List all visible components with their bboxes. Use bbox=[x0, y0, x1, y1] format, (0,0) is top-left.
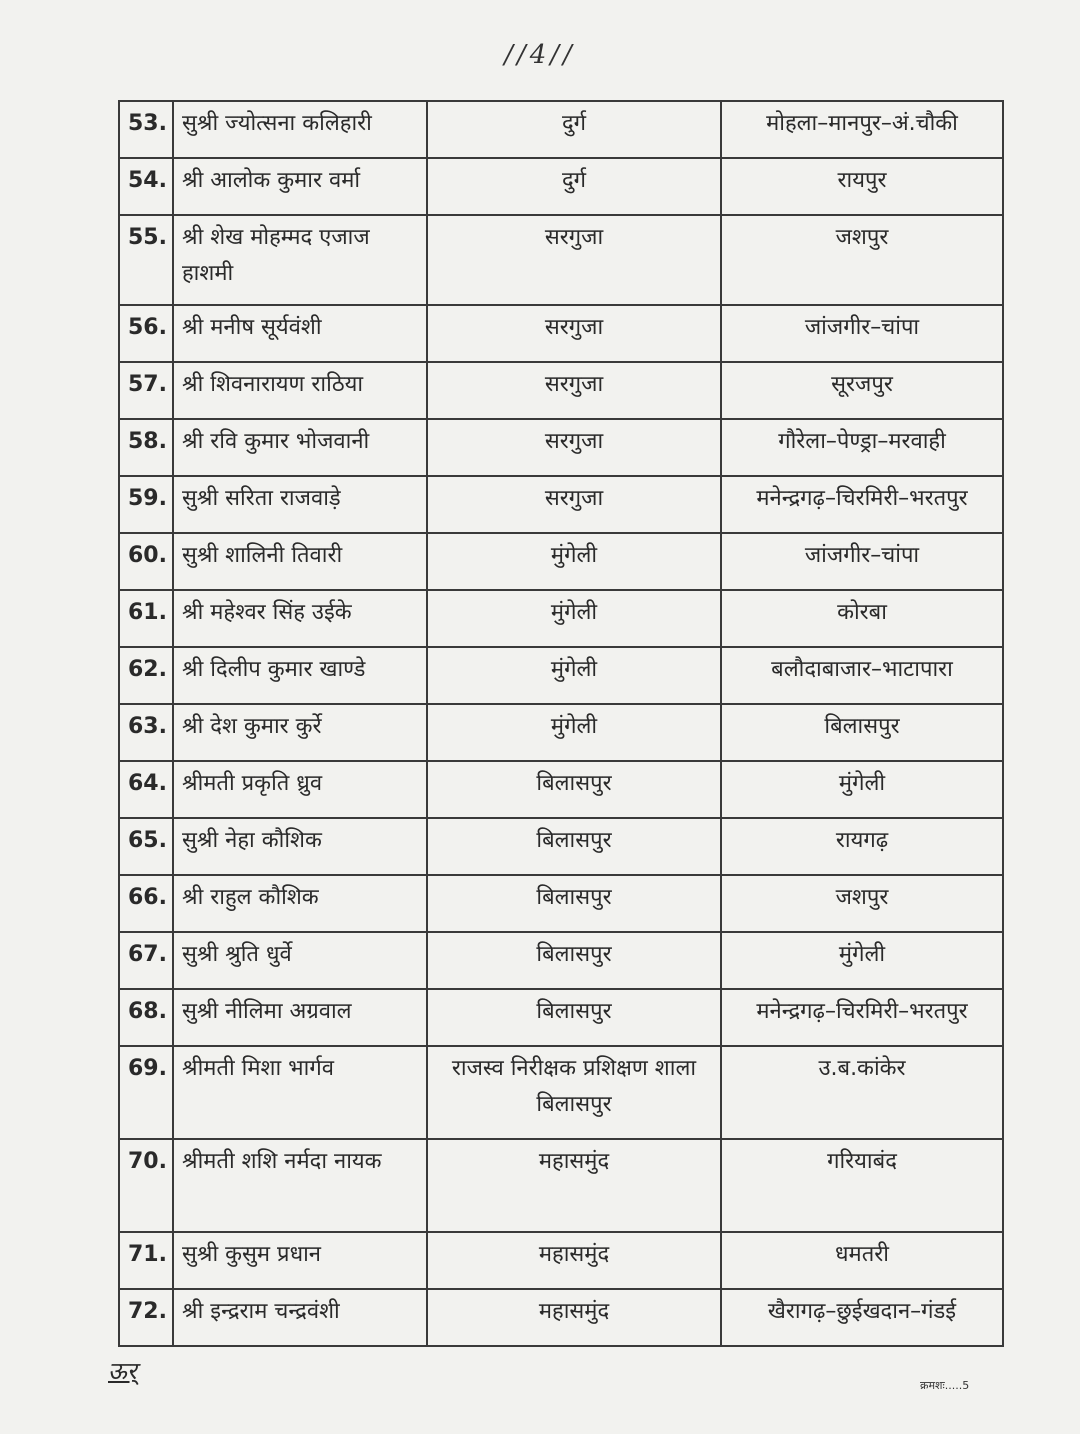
posted-from: सरगुजा bbox=[427, 215, 721, 305]
employee-name: श्री महेश्वर सिंह उईके bbox=[173, 590, 427, 647]
posted-from: महासमुंद bbox=[427, 1289, 721, 1346]
posted-to: खैरागढ़–छुईखदान–गंडई bbox=[721, 1289, 1003, 1346]
employee-name: श्री शेख मोहम्मद एजाज हाशमी bbox=[173, 215, 427, 305]
posted-to: जांजगीर–चांपा bbox=[721, 305, 1003, 362]
row-number: 60. bbox=[119, 533, 173, 590]
row-number: 71. bbox=[119, 1232, 173, 1289]
employee-name: श्रीमती शशि नर्मदा नायक bbox=[173, 1139, 427, 1232]
employee-name: श्री शिवनारायण राठिया bbox=[173, 362, 427, 419]
posted-to: कोरबा bbox=[721, 590, 1003, 647]
employee-name: सुश्री सरिता राजवाड़े bbox=[173, 476, 427, 533]
row-number: 64. bbox=[119, 761, 173, 818]
posted-from: सरगुजा bbox=[427, 476, 721, 533]
row-number: 65. bbox=[119, 818, 173, 875]
posted-from: मुंगेली bbox=[427, 704, 721, 761]
employee-name: श्री इन्द्रराम चन्द्रवंशी bbox=[173, 1289, 427, 1346]
row-number: 58. bbox=[119, 419, 173, 476]
table-row bbox=[119, 533, 1003, 590]
table-row bbox=[119, 101, 1003, 158]
employee-name: सुश्री श्रुति धुर्वे bbox=[173, 932, 427, 989]
table-row bbox=[119, 362, 1003, 419]
row-number: 66. bbox=[119, 875, 173, 932]
row-number: 72. bbox=[119, 1289, 173, 1346]
employee-name: श्री राहुल कौशिक bbox=[173, 875, 427, 932]
employee-name: श्री रवि कुमार भोजवानी bbox=[173, 419, 427, 476]
posted-from: बिलासपुर bbox=[427, 875, 721, 932]
posted-from: मुंगेली bbox=[427, 533, 721, 590]
employee-name: श्री मनीष सूर्यवंशी bbox=[173, 305, 427, 362]
posted-to: मनेन्द्रगढ़–चिरमिरी–भरतपुर bbox=[721, 989, 1003, 1046]
table-row bbox=[119, 875, 1003, 932]
posted-from: बिलासपुर bbox=[427, 989, 721, 1046]
employee-name: श्री देश कुमार कुर्रे bbox=[173, 704, 427, 761]
posted-from: सरगुजा bbox=[427, 305, 721, 362]
posted-to: रायगढ़ bbox=[721, 818, 1003, 875]
posted-to: उ.ब.कांकेर bbox=[721, 1046, 1003, 1139]
continued-note: क्रमशः.....5 bbox=[920, 1379, 970, 1392]
employee-name: सुश्री कुसुम प्रधान bbox=[173, 1232, 427, 1289]
posted-to: बलौदाबाजार–भाटापारा bbox=[721, 647, 1003, 704]
employee-name: श्री आलोक कुमार वर्मा bbox=[173, 158, 427, 215]
posted-from: दुर्ग bbox=[427, 158, 721, 215]
posted-to: गरियाबंद bbox=[721, 1139, 1003, 1232]
posted-from: बिलासपुर bbox=[427, 818, 721, 875]
row-number: 68. bbox=[119, 989, 173, 1046]
posted-from: सरगुजा bbox=[427, 419, 721, 476]
table-row bbox=[119, 761, 1003, 818]
posted-to: बिलासपुर bbox=[721, 704, 1003, 761]
table-row bbox=[119, 647, 1003, 704]
transfer-table bbox=[118, 100, 1004, 1347]
employee-name: श्री दिलीप कुमार खाण्डे bbox=[173, 647, 427, 704]
posted-from: बिलासपुर bbox=[427, 932, 721, 989]
employee-name: सुश्री नेहा कौशिक bbox=[173, 818, 427, 875]
posted-from: दुर्ग bbox=[427, 101, 721, 158]
row-number: 55. bbox=[119, 215, 173, 305]
table-row bbox=[119, 704, 1003, 761]
posted-to: मुंगेली bbox=[721, 932, 1003, 989]
row-number: 61. bbox=[119, 590, 173, 647]
signature-mark: ऊर् bbox=[108, 1357, 137, 1385]
posted-to: गौरेला–पेण्ड्रा–मरवाही bbox=[721, 419, 1003, 476]
posted-from: महासमुंद bbox=[427, 1232, 721, 1289]
row-number: 59. bbox=[119, 476, 173, 533]
table-row bbox=[119, 419, 1003, 476]
table-row bbox=[119, 215, 1003, 305]
posted-to: मुंगेली bbox=[721, 761, 1003, 818]
table-row bbox=[119, 818, 1003, 875]
row-number: 57. bbox=[119, 362, 173, 419]
posted-to: जशपुर bbox=[721, 215, 1003, 305]
posted-from: मुंगेली bbox=[427, 647, 721, 704]
posted-to: रायपुर bbox=[721, 158, 1003, 215]
employee-name: सुश्री नीलिमा अग्रवाल bbox=[173, 989, 427, 1046]
employee-name: सुश्री शालिनी तिवारी bbox=[173, 533, 427, 590]
row-number: 67. bbox=[119, 932, 173, 989]
posted-to: मनेन्द्रगढ़–चिरमिरी–भरतपुर bbox=[721, 476, 1003, 533]
table-row bbox=[119, 1289, 1003, 1346]
row-number: 54. bbox=[119, 158, 173, 215]
table-row bbox=[119, 1139, 1003, 1232]
row-number: 70. bbox=[119, 1139, 173, 1232]
page-marker: //4// bbox=[504, 40, 576, 70]
table-row bbox=[119, 476, 1003, 533]
posted-from: बिलासपुर bbox=[427, 761, 721, 818]
table-row bbox=[119, 932, 1003, 989]
table-row bbox=[119, 158, 1003, 215]
posted-to: सूरजपुर bbox=[721, 362, 1003, 419]
row-number: 53. bbox=[119, 101, 173, 158]
table-row bbox=[119, 1046, 1003, 1139]
posted-to: धमतरी bbox=[721, 1232, 1003, 1289]
table-row bbox=[119, 590, 1003, 647]
table-row bbox=[119, 989, 1003, 1046]
posted-from: सरगुजा bbox=[427, 362, 721, 419]
posted-from: मुंगेली bbox=[427, 590, 721, 647]
employee-name: श्रीमती मिशा भार्गव bbox=[173, 1046, 427, 1139]
posted-from: राजस्व निरीक्षक प्रशिक्षण शाला बिलासपुर bbox=[427, 1046, 721, 1139]
row-number: 62. bbox=[119, 647, 173, 704]
row-number: 63. bbox=[119, 704, 173, 761]
posted-from: महासमुंद bbox=[427, 1139, 721, 1232]
table-row bbox=[119, 305, 1003, 362]
row-number: 56. bbox=[119, 305, 173, 362]
posted-to: जांजगीर–चांपा bbox=[721, 533, 1003, 590]
row-number: 69. bbox=[119, 1046, 173, 1139]
employee-name: श्रीमती प्रकृति ध्रुव bbox=[173, 761, 427, 818]
posted-to: मोहला–मानपुर–अं.चौकी bbox=[721, 101, 1003, 158]
posted-to: जशपुर bbox=[721, 875, 1003, 932]
employee-name: सुश्री ज्योत्सना कलिहारी bbox=[173, 101, 427, 158]
table-row bbox=[119, 1232, 1003, 1289]
